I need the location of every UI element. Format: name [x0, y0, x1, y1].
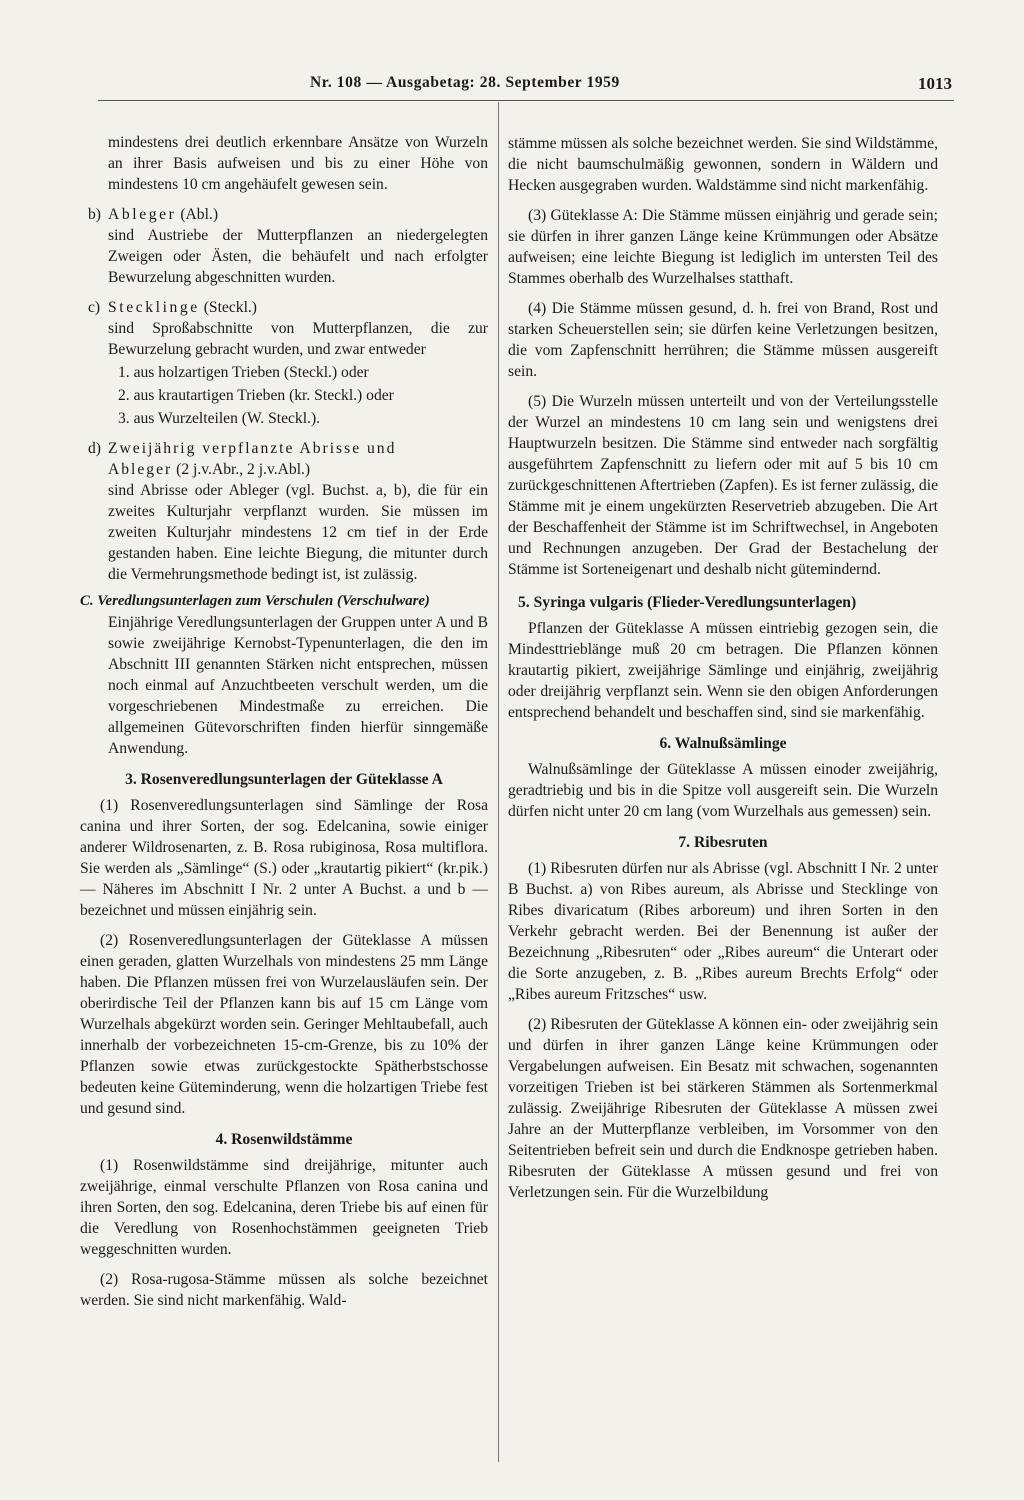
item-marker: c) [88, 299, 101, 316]
section-title: 5. Syringa vulgaris (Flieder-Veredlungsunterlagen) [518, 594, 857, 611]
section-title: 7. Ribesruten [678, 834, 768, 851]
sub-item: 3. aus Wurzelteilen (W. Steckl.). [118, 410, 321, 427]
sub-item: 1. aus holzartigen Trieben (Steckl.) oder [118, 364, 369, 381]
paragraph: (2) Ribesruten der Güteklasse A können ein- oder zweijährig sein und dürfen in ihrer ganzen Länge keine Krümmungen oder Vergabelungen aufweisen. Ein Besatz mit schwachen, sogenannten vorzeitigen Trieben ist bei stärkeren Stämmen als Sortenmerkmal zulässig. Zweijährige Ribesruten der Güteklasse A müssen zwei Jahre an der Mutterpflanze verbleiben, im Vorsommer von den Seitentrieben befreit sein und durch die Endknospe getrieben haben. Ribesruten der Güteklasse A müssen gesund und frei von Verletzungen sein. Für die Wurzelbildung [508, 1016, 938, 1201]
item-title: Ableger [108, 461, 173, 478]
item-text: sind Abrisse oder Ableger (vgl. Buchst. a, b), die für ein zweites Kulturjahr verpflanzt wurden. Sie müssen im zweiten Kulturjahr mindestens 12 cm tief in der Erde gestanden haben. Eine leichte Biegung, die mitunter durch die Vermehrungsmethode bedingt ist, ist zulässig. [108, 482, 488, 583]
issue-line: Nr. 108 — Ausgabetag: 28. September 1959 [310, 74, 620, 91]
item-abbr: (Abl.) [180, 206, 219, 223]
section-title: 3. Rosenveredlungsunterlagen der Güteklasse A [125, 771, 443, 788]
column-divider [498, 102, 499, 1462]
item-marker: b) [88, 206, 101, 223]
paragraph: (3) Güteklasse A: Die Stämme müssen einjährig und gerade sein; sie dürfen in ihrer ganzen Länge keine Krümmungen oder Absätze aufweisen; eine leichte Biegung ist lediglich im untersten Teil des Stammes oberhalb des Wurzelhalses statthaft. [508, 207, 938, 287]
header-rule [98, 100, 954, 101]
item-text: sind Sproßabschnitte von Mutterpflanzen, die zur Bewurzelung gebracht wurden, und zwar entweder [108, 320, 488, 358]
paragraph-continuation: stämme müssen als solche bezeichnet werden. Sie sind Wildstämme, die nicht baumschulmäßig gewonnen, sondern in Wäldern und Hecken ausgegraben wurden. Waldstämme sind nicht markenfähig. [508, 135, 938, 194]
item-d [80, 438, 488, 585]
paragraph: (5) Die Wurzeln müssen unterteilt und von der Verteilungsstelle der Wurzel an mindestens 10 cm lang sein und wenigstens drei Hauptwurzeln besitzen. Die Stämme sind entweder nach sorgfältig ausgeführtem Zapfenschnitt zu liefern oder mit auf 5 bis 10 cm zurückgeschnittenen Aftertrieben (Zapfen). Es ist ferner zulässig, die Stämme mit je einem ungekürzten Reservetrieb abzugeben. Die Art der Beschaffenheit der Stämme ist im Schriftwechsel, in Angeboten und Rechnungen anzugeben. Der Grad der Bestachelung der Stämme ist Sorteneigenart und deshalb nicht gütemindernd. [508, 393, 938, 578]
paragraph: Einjährige Veredlungsunterlagen der Gruppen unter A und B sowie zweijährige Kernobst-Typenunterlagen, die den im Abschnitt III genannten Stärken nicht entsprechen, müssen noch einmal auf Anzuchtbeeten verschult werden, um die vorgeschriebenen Mindestmaße zu erreichen. Die allgemeinen Gütevorschriften finden hierfür sinngemäße Anwendung. [108, 614, 488, 757]
item-c [80, 297, 488, 429]
sub-item: 2. aus krautartigen Trieben (kr. Steckl.) oder [118, 387, 394, 404]
item-b [80, 204, 488, 288]
paragraph: (2) Rosa-rugosa-Stämme müssen als solche bezeichnet werden. Sie sind nicht markenfähig. Wald- [80, 1271, 488, 1309]
item-title: Zweijährig verpflanzte Abrisse und [108, 440, 397, 457]
item-marker: d) [88, 440, 101, 457]
paragraph: Pflanzen der Güteklasse A müssen eintriebig gezogen sein, die Mindesttrieblänge muß 20 cm betragen. Die Pflanzen können krautartig pikiert, zweijährige Sämlinge und einjährig, zweijährig oder dreijährig verpflanzt sein. Wenn sie den obigen Anforderungen entsprechend behandelt und beschaffen sind, sind sie markenfähig. [508, 620, 938, 721]
paragraph-continuation: mindestens drei deutlich erkennbare Ansätze von Wurzeln an ihrer Basis aufweisen und bis zu einer Höhe von mindestens 10 cm angehäufelt gewesen sein. [108, 134, 488, 193]
item-text: sind Austriebe der Mutterpflanzen an niedergelegten Zweigen oder Ästen, die behäufelt und nach erfolgter Bewurzelung abgeschnitten wurden. [108, 227, 488, 286]
paragraph: (2) Rosenveredlungsunterlagen der Güteklasse A müssen einen geraden, glatten Wurzelhals von mindestens 25 mm Länge haben. Die Pflanzen müssen frei von Wurzelausläufen sein. Der oberirdische Teil der Pflanzen kann bis auf 15 cm Länge vom Wurzelhals abgekürzt worden sein. Geringer Mehltaubefall, auch innerhalb der vorbezeichneten 15-cm-Grenze, bis zu 10% der Pflanzen sowie etwas zurückgestockte Spätherbstschosse bedeuten keine Güteminderung, wenn die holzartigen Triebe fest und gesund sind. [80, 932, 488, 1117]
left-column [80, 132, 488, 1311]
paragraph: (1) Ribesruten dürfen nur als Abrisse (vgl. Abschnitt I Nr. 2 unter B Buchst. a) von Ribes aureum, als Abrisse und Stecklinge von Ribes divaricatum (Ribes arboreum) und ihren Sorten in den Verkehr gebracht werden. Bei der Benennung ist außer der Bezeichnung „Ribesruten“ oder „Ribes aureum“ die Unterart oder die Sorte anzugeben, z. B. „Ribes aureum Brechts Erfolg“ oder „Ribes aureum Fritzsches“ usw. [508, 860, 938, 1003]
item-abbr: (2 j.v.Abr., 2 j.v.Abl.) [176, 461, 311, 478]
section-heading: C. Veredlungsunterlagen zum Verschulen (Verschulware) [80, 593, 430, 609]
right-column [508, 133, 938, 1203]
page-header [100, 74, 952, 100]
paragraph: (1) Rosenveredlungsunterlagen sind Sämlinge der Rosa canina und ihrer Sorten, der sog. Edelcanina, sowie einiger anderer Wildrosenarten, z. B. Rosa rubiginosa, Rosa multiflora. Sie werden als „Sämlinge“ (S.) oder „krautartig pikiert“ (kr.pik.) — Näheres im Abschnitt I Nr. 2 unter A Buchst. a und b — bezeichnet und müssen einjährig sein. [80, 797, 488, 919]
item-abbr: (Steckl.) [203, 299, 257, 316]
paragraph: (4) Die Stämme müssen gesund, d. h. frei von Brand, Rost und starken Scheuerstellen sein; sie dürfen keine Verletzungen besitzen, die vom Zapfenschnitt herrühren; die Stämme müssen ausgereift sein. [508, 300, 938, 380]
page-number: 1013 [918, 74, 952, 93]
section-title: 6. Walnußsämlinge [659, 735, 787, 752]
section-title: 4. Rosenwildstämme [215, 1131, 353, 1148]
paragraph: Walnußsämlinge der Güteklasse A müssen einoder zweijährig, geradtriebig und bis in die Spitze voll ausgereift sein. Die Wurzeln dürfen nicht unter 20 cm lang (vom Wurzelhals aus gemessen) sein. [508, 761, 938, 820]
item-title: Ableger [108, 206, 177, 223]
item-title: Stecklinge [108, 299, 200, 316]
paragraph: (1) Rosenwildstämme sind dreijährige, mitunter auch zweijährige, einmal verschulte Pflanzen von Rosa canina und ihren Sorten, den sog. Edelcanina, deren Triebe bis auf einen für die Veredlung von Rosenhochstämmen geeigneten Trieb weggeschnitten wurden. [80, 1157, 488, 1258]
